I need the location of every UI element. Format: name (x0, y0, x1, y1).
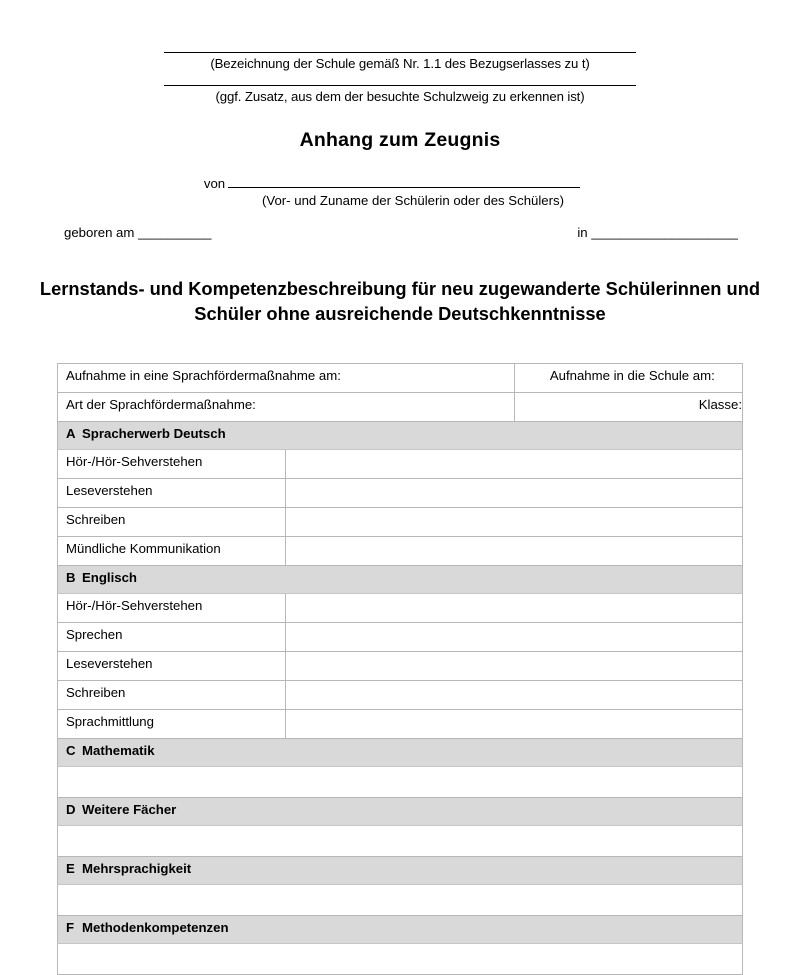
section-title-c: Mathematik (82, 743, 155, 759)
skill-entry-b-0[interactable] (286, 594, 743, 623)
main-heading: Lernstands- und Kompetenzbeschreibung für neu zugewanderte Schülerinnen und Schüler ohne ausreichende Deutschkenntnisse (39, 278, 761, 324)
section-letter-b: B (66, 570, 76, 586)
class-label-cell[interactable]: Klasse: (514, 393, 742, 422)
table-row (58, 767, 743, 798)
table-row-measure-type (58, 393, 743, 422)
section-letter-f: F (66, 920, 75, 936)
section-entry-d[interactable] (58, 826, 743, 857)
section-entry-f[interactable] (58, 944, 743, 975)
birth-place-blank[interactable]: ____________________ (591, 225, 738, 240)
admission-school-label-cell[interactable]: Aufnahme in die Schule am: (514, 364, 742, 393)
page-title: Anhang zum Zeugnis (299, 129, 501, 151)
admission-language-label-cell: Aufnahme in eine Sprachfördermaßnahme am: (58, 364, 515, 393)
student-name-caption: (Vor- und Zuname der Schülerin oder des Schülers) (262, 193, 564, 208)
skill-entry-a-2[interactable] (286, 508, 743, 537)
section-header-c (58, 739, 743, 767)
section-title-d: Weitere Fächer (82, 802, 177, 818)
section-letter-c: C (66, 743, 76, 759)
measure-type-label-cell[interactable]: Art der Sprachfördermaßnahme: (58, 393, 515, 422)
section-header-c-cell (58, 739, 743, 767)
section-header-d (58, 798, 743, 826)
von-label: von (203, 176, 226, 191)
skill-entry-a-0[interactable] (286, 450, 743, 479)
table-row (58, 537, 743, 566)
section-letter-a: A (66, 426, 76, 442)
section-title-a: Spracherwerb Deutsch (82, 426, 226, 442)
section-entry-e[interactable] (58, 885, 743, 916)
skill-label-b-2: Leseverstehen (58, 652, 286, 681)
section-entry-c[interactable] (58, 767, 743, 798)
skill-label-b-1: Sprechen (58, 623, 286, 652)
birth-place-group (577, 225, 738, 240)
student-name-inner (204, 173, 580, 191)
section-letter-e: E (66, 861, 75, 877)
section-title-f: Methodenkompetenzen (82, 920, 229, 936)
skill-label-b-0: Hör-/Hör-Sehverstehen (58, 594, 286, 623)
table-row (58, 826, 743, 857)
skill-entry-b-2[interactable] (286, 652, 743, 681)
section-header-d-cell (58, 798, 743, 826)
document-header (0, 0, 800, 326)
table-row (58, 623, 743, 652)
skill-entry-a-1[interactable] (286, 479, 743, 508)
school-name-caption: (Bezeichnung der Schule gemäß Nr. 1.1 des Bezugserlasses zu t) (210, 56, 590, 71)
table-row (58, 450, 743, 479)
section-title-e: Mehrsprachigkeit (82, 861, 192, 877)
section-header-e (58, 857, 743, 885)
student-name-blank[interactable] (228, 173, 580, 188)
birth-place-label: in (577, 225, 588, 240)
skill-label-b-4: Sprachmittlung (58, 710, 286, 739)
skill-label-b-3: Schreiben (58, 681, 286, 710)
skill-entry-b-4[interactable] (286, 710, 743, 739)
skill-entry-b-3[interactable] (286, 681, 743, 710)
table-row-admission (58, 364, 743, 393)
table-row (58, 594, 743, 623)
section-header-e-cell (58, 857, 743, 885)
birth-date-blank[interactable]: __________ (138, 225, 212, 240)
section-header-f (58, 916, 743, 944)
skill-entry-b-1[interactable] (286, 623, 743, 652)
section-title-b: Englisch (82, 570, 137, 586)
skill-label-a-0: Hör-/Hör-Sehverstehen (58, 450, 286, 479)
table-row (58, 479, 743, 508)
school-name-rule (164, 52, 636, 53)
section-header-a (58, 422, 743, 450)
section-header-f-cell (58, 916, 743, 944)
birth-row (0, 225, 800, 245)
table-row (58, 681, 743, 710)
skill-label-a-1: Leseverstehen (58, 479, 286, 508)
assessment-table (57, 363, 743, 975)
table-row (58, 944, 743, 975)
skill-label-a-3: Mündliche Kommunikation (58, 537, 286, 566)
table-row (58, 652, 743, 681)
assessment-table-wrapper (57, 363, 743, 975)
skill-label-a-2: Schreiben (58, 508, 286, 537)
section-header-b-cell (58, 566, 743, 594)
table-row (58, 508, 743, 537)
skill-entry-a-3[interactable] (286, 537, 743, 566)
school-branch-caption: (ggf. Zusatz, aus dem der besuchte Schulzweig zu erkennen ist) (215, 88, 585, 104)
birth-date-label: geboren am (64, 225, 135, 240)
table-row (58, 710, 743, 739)
birth-date-group (64, 225, 211, 240)
assessment-table-body (58, 364, 743, 975)
school-branch-rule (164, 85, 636, 86)
student-name-row (0, 173, 800, 208)
section-header-b (58, 566, 743, 594)
section-letter-d: D (66, 802, 76, 818)
table-row (58, 885, 743, 916)
section-header-a-cell (58, 422, 743, 450)
